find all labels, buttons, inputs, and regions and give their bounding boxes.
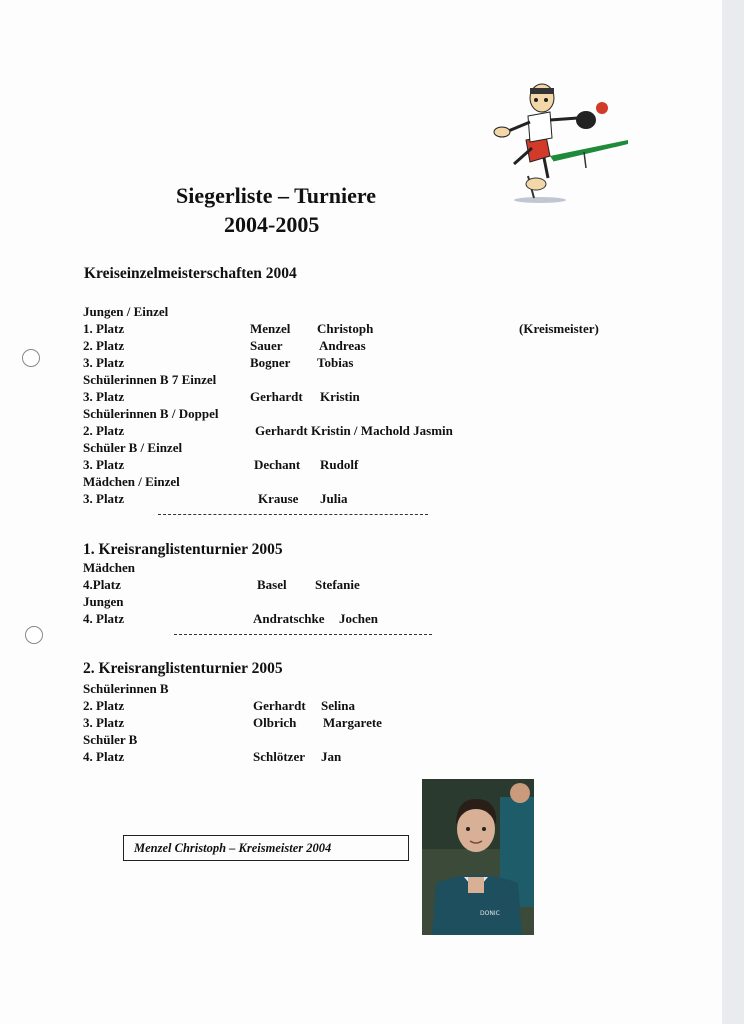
shirt-brand-label: DONIC — [480, 910, 500, 917]
last-name: Olbrich — [253, 715, 297, 730]
place-label: 3. Platz — [83, 355, 125, 370]
category-label: Jungen — [83, 594, 124, 609]
last-name: Gerhardt — [250, 389, 303, 404]
category-label: Schülerinnen B / Doppel — [83, 406, 219, 421]
table-tennis-player-clipart — [488, 78, 632, 206]
category-label: Schülerinnen B — [83, 681, 169, 696]
place-label: 4.Platz — [83, 577, 121, 592]
category-label: Jungen / Einzel — [83, 304, 169, 319]
last-name: Dechant — [254, 457, 301, 472]
place-label: 2. Platz — [83, 698, 125, 713]
page-title: Siegerliste – Turniere — [176, 183, 377, 208]
section-divider — [174, 634, 432, 635]
first-name: Rudolf — [320, 457, 359, 472]
champion-photo — [422, 779, 534, 935]
category-label: Mädchen — [83, 560, 135, 575]
first-name: Kristin — [320, 389, 360, 404]
scan-margin — [722, 0, 744, 1024]
place-label: 3. Platz — [83, 491, 125, 506]
doubles-names: Gerhardt Kristin / Machold Jasmin — [255, 423, 453, 438]
section-heading-kreisranglistenturnier-2: 2. Kreisranglistenturnier 2005 — [83, 660, 283, 677]
category-label: Schülerinnen B 7 Einzel — [83, 372, 217, 387]
section-divider — [158, 514, 428, 515]
first-name: Margarete — [323, 715, 382, 730]
section-heading-kreisranglistenturnier-1: 1. Kreisranglistenturnier 2005 — [83, 541, 283, 558]
last-name: Gerhardt — [253, 698, 306, 713]
champion-note: (Kreismeister) — [519, 321, 599, 336]
place-label: 3. Platz — [83, 389, 125, 404]
last-name: Basel — [257, 577, 287, 592]
last-name: Sauer — [250, 338, 283, 353]
last-name: Krause — [258, 491, 299, 506]
last-name: Menzel — [250, 321, 291, 336]
ping-pong-table — [550, 140, 628, 168]
place-label: 3. Platz — [83, 457, 125, 472]
punch-hole-top — [22, 349, 40, 367]
place-label: 2. Platz — [83, 423, 125, 438]
last-name: Andratschke — [253, 611, 325, 626]
first-name: Jan — [321, 749, 342, 764]
place-label: 4. Platz — [83, 749, 125, 764]
photo-caption: Menzel Christoph – Kreismeister 2004 — [123, 835, 409, 861]
category-label: Schüler B — [83, 732, 138, 747]
category-label: Mädchen / Einzel — [83, 474, 180, 489]
first-name: Stefanie — [315, 577, 360, 592]
first-name: Andreas — [319, 338, 366, 353]
last-name: Schlötzer — [253, 749, 305, 764]
page-subtitle-years: 2004-2005 — [224, 212, 320, 237]
last-name: Bogner — [250, 355, 291, 370]
first-name: Julia — [320, 491, 348, 506]
first-name: Jochen — [339, 611, 378, 626]
place-label: 2. Platz — [83, 338, 125, 353]
first-name: Selina — [321, 698, 355, 713]
punch-hole-bottom — [25, 626, 43, 644]
place-label: 1. Platz — [83, 321, 125, 336]
first-name: Tobias — [317, 355, 354, 370]
first-name: Christoph — [317, 321, 374, 336]
place-label: 4. Platz — [83, 611, 125, 626]
section-heading-kreiseinzelmeisterschaften: Kreiseinzelmeisterschaften 2004 — [84, 265, 297, 282]
place-label: 3. Platz — [83, 715, 125, 730]
category-label: Schüler B / Einzel — [83, 440, 183, 455]
